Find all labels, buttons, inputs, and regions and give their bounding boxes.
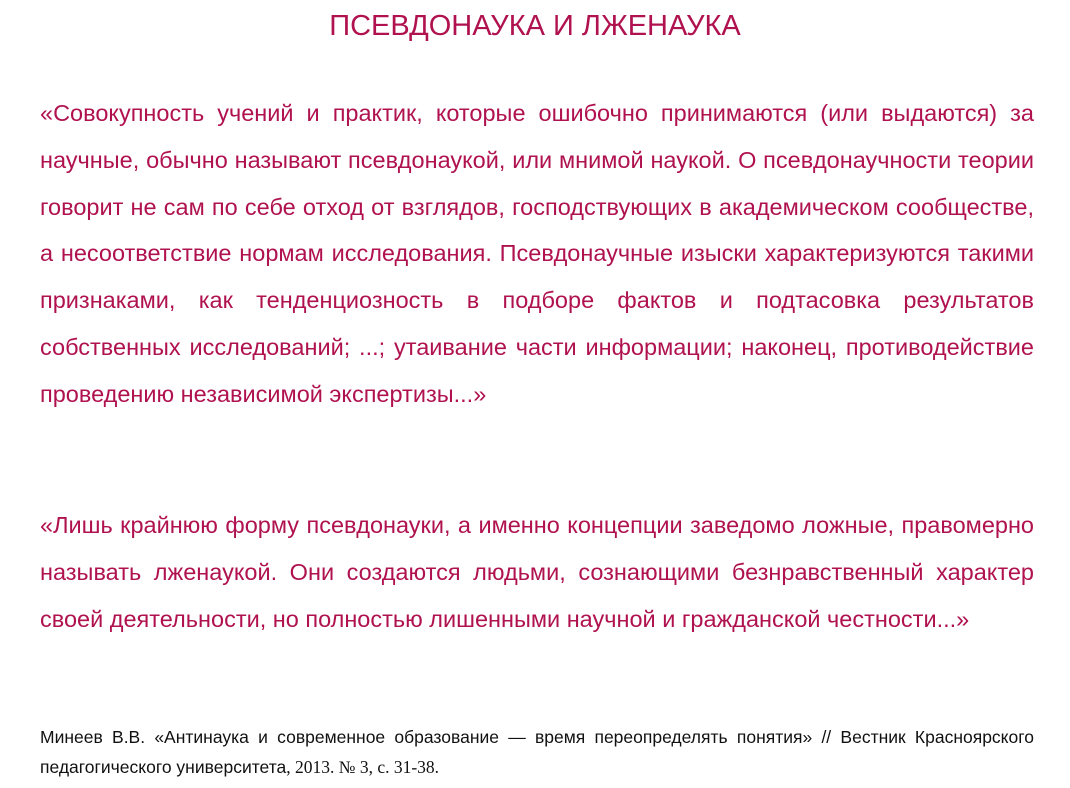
citation-main: Минеев В.В. «Антинаука и современное образование — время переопределять понятия» // Вестник Красноярского педагогического университета	[40, 727, 1034, 777]
citation-details: , 2013. № 3, с. 31-38.	[286, 757, 440, 777]
quote-paragraph-pseudoscience: «Совокупность учений и практик, которые ошибочно принимаются (или выдаются) за научные, обычно называют псевдонаукой, или мнимой наукой. О псевдонаучности теории говорит не сам по себе отход от взглядов, господствующих в академическом сообществе, а несоответствие нормам исследования. Псевдонаучные изыски характеризуются такими признаками, как тенденциозность в подборе фактов и подтасовка результатов собственных исследований; ...; утаивание части информации; наконец, противодействие проведению независимой экспертизы...»	[40, 100, 1034, 407]
quote-paragraph-false-science: «Лишь крайнюю форму псевдонауки, а именно концепции заведомо ложные, правомерно называть лженаукой. Они создаются людьми, сознающими безнравственный характер своей деятельности, но полностью лишенными научной и гражданской честности...»	[40, 512, 1034, 632]
citation	[40, 722, 1034, 782]
slide-title: ПСЕВДОНАУКА И ЛЖЕНАУКА	[329, 10, 741, 42]
